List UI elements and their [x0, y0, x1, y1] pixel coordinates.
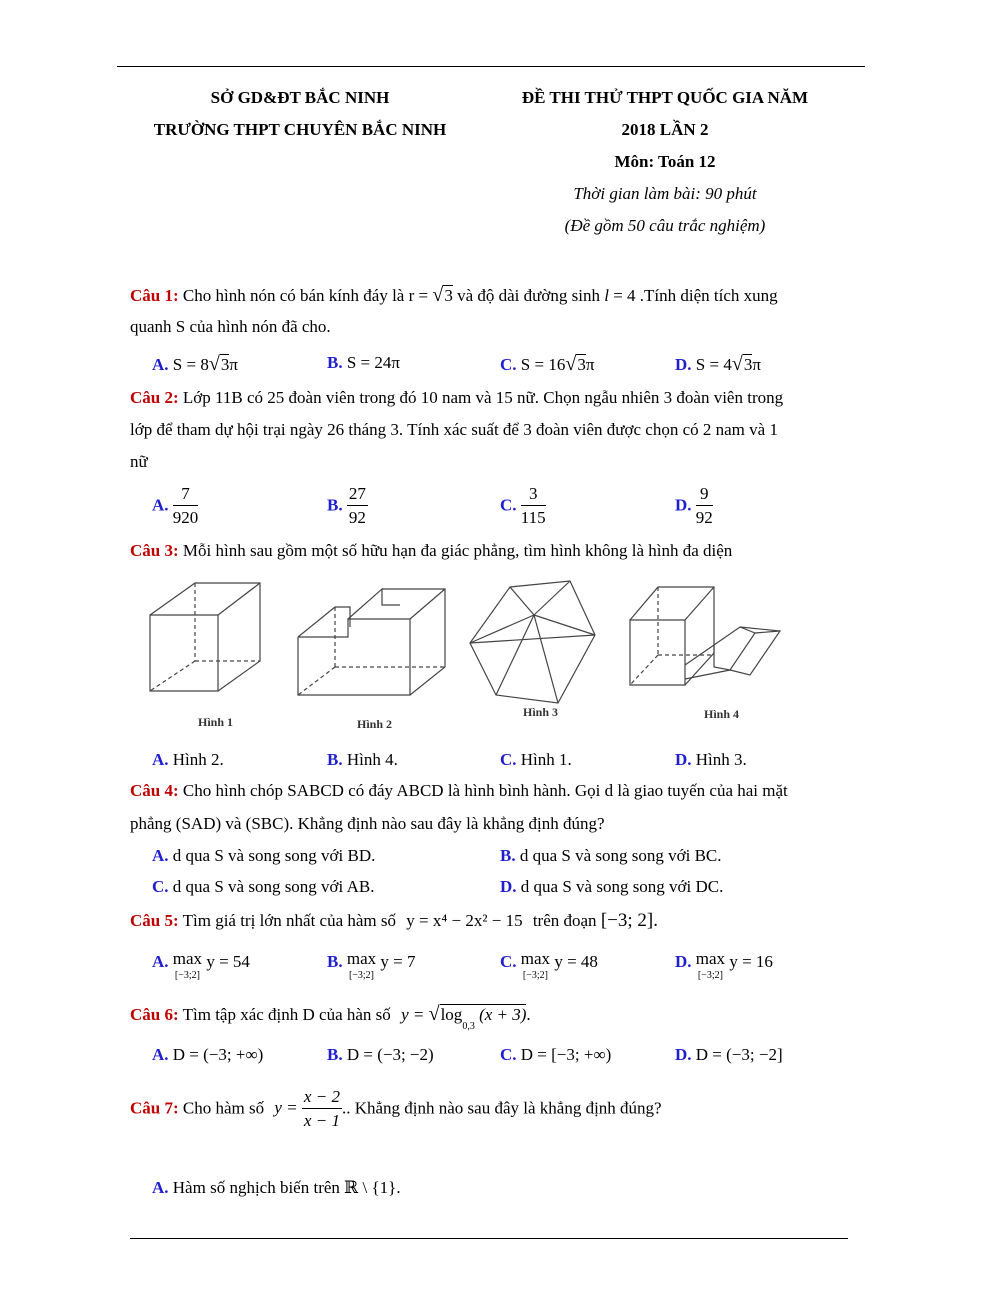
- question-text: Tìm giá trị lớn nhất của hàm số: [182, 911, 397, 930]
- question-text: và độ dài đường sinh: [457, 286, 600, 305]
- question-4: [130, 781, 788, 801]
- figure-1-label: Hình 1: [198, 715, 234, 729]
- question-text-line: nữ: [130, 452, 148, 471]
- bottom-rule: [130, 1238, 848, 1239]
- header-note: (Đề gồm 50 câu trắc nghiệm): [564, 216, 766, 235]
- option-d[interactable]: D. max [−3;2] y = 16: [675, 949, 773, 981]
- option-d[interactable]: D. $\frac{9}{92}$: [675, 484, 713, 527]
- question-text: .Tính diện tích xung: [639, 286, 778, 305]
- question-text: Tìm tập xác định D của hàn số: [182, 1005, 391, 1024]
- header-subject: Môn: Toán 12: [614, 152, 716, 171]
- question-label: Câu 2:: [130, 388, 179, 407]
- option-c[interactable]: C. d qua S và song song với AB.: [152, 877, 375, 896]
- question-label: Câu 6:: [130, 1005, 179, 1024]
- option-a[interactable]: A. max [−3;2] y = 54: [152, 949, 250, 981]
- math-y-eq: y =: [274, 1098, 302, 1118]
- header-time: Thời gian làm bài: 90 phút: [573, 184, 757, 203]
- option-b[interactable]: B. max [−3;2] y = 7: [327, 949, 416, 981]
- option-b[interactable]: B. S = 24π: [327, 353, 400, 372]
- figure-2-block: [298, 589, 445, 695]
- option-c[interactable]: C. max [−3;2] y = 48: [500, 949, 598, 981]
- question-label: Câu 3:: [130, 541, 179, 560]
- question-label: Câu 7:: [130, 1098, 179, 1118]
- math-domain-func: $y = √\log_{0,3}$ (x + 3).: [401, 1003, 531, 1032]
- question-text-line: quanh S của hình nón đã cho.: [130, 317, 331, 336]
- option-c[interactable]: C. S = 16√3π: [500, 353, 595, 375]
- header-school-name: TRƯỜNG THPT CHUYÊN BẮC NINH: [153, 120, 447, 139]
- math-r: r = √3: [408, 284, 453, 306]
- option-a[interactable]: A. $\frac{7}{920}$: [152, 484, 199, 527]
- figure-3-polyhedron: [470, 581, 595, 703]
- question-5: [130, 910, 658, 932]
- math-l: l = 4: [604, 286, 636, 305]
- question-3: [130, 541, 732, 561]
- option-b[interactable]: B. $\frac{27}{92}$: [327, 484, 366, 527]
- figure-4-composite: [630, 587, 780, 685]
- question-label: Câu 4:: [130, 781, 179, 800]
- option-d[interactable]: D. d qua S và song song với DC.: [500, 877, 724, 896]
- option-d[interactable]: D. D = (−3; −2]: [675, 1045, 783, 1064]
- option-a[interactable]: A. Hàm số nghịch biến trên ℝ \ {1}.: [152, 1178, 401, 1197]
- polyhedra-figures: [140, 575, 790, 735]
- header-exam-year: 2018 LẦN 2: [621, 120, 709, 139]
- option-a[interactable]: A. S = 8√3π: [152, 353, 238, 375]
- question-text: Cho hình chóp SABCD có đáy ABCD là hình bình hành. Gọi d là giao tuyến của hai mặt: [182, 781, 788, 800]
- option-d[interactable]: D. S = 4√3π: [675, 353, 761, 375]
- option-a[interactable]: A. D = (−3; +∞): [152, 1045, 264, 1064]
- header-exam-title: ĐỀ THI THỬ THPT QUỐC GIA NĂM: [521, 88, 809, 107]
- option-b[interactable]: B. Hình 4.: [327, 750, 398, 769]
- option-c[interactable]: C. D = [−3; +∞): [500, 1045, 612, 1064]
- question-text-line: phẳng (SAD) và (SBC). Khẳng định nào sau đây là khẳng định đúng?: [130, 814, 605, 833]
- question-text: .. Khẳng định nào sau đây là khẳng định đúng?: [341, 1098, 662, 1118]
- math-fraction: $\frac{x - 2}{x - 1}$: [303, 1087, 340, 1130]
- option-b[interactable]: B. d qua S và song song với BC.: [500, 846, 722, 865]
- question-label: Câu 1:: [130, 286, 179, 305]
- option-a[interactable]: A. d qua S và song song với BD.: [152, 846, 376, 865]
- option-a[interactable]: A. Hình 2.: [152, 750, 224, 769]
- question-text: Mỗi hình sau gồm một số hữu hạn đa giác phẳng, tìm hình không là hình đa diện: [182, 541, 733, 560]
- figure-4-label: Hình 4: [704, 707, 740, 721]
- question-text: Cho hình nón có bán kính đáy là: [182, 286, 405, 305]
- question-label: Câu 5:: [130, 911, 179, 930]
- figure-1-cube: [150, 583, 260, 691]
- header-school-dept: SỞ GD&ĐT BẮC NINH: [210, 88, 390, 107]
- option-b[interactable]: B. D = (−3; −2): [327, 1045, 434, 1064]
- option-c[interactable]: C. $\frac{3}{115}$: [500, 484, 546, 527]
- option-d[interactable]: D. Hình 3.: [675, 750, 747, 769]
- math-interval: [−3; 2].: [600, 910, 658, 931]
- question-2: [130, 388, 783, 408]
- question-text: Cho hàm số: [182, 1098, 265, 1118]
- question-text: Lớp 11B có 25 đoàn viên trong đó 10 nam và 15 nữ. Chọn ngẫu nhiên 3 đoàn viên trong: [182, 388, 784, 407]
- figure-3-label: Hình 3: [523, 705, 559, 719]
- question-1: [130, 284, 778, 307]
- option-c[interactable]: C. Hình 1.: [500, 750, 572, 769]
- figure-2-label: Hình 2: [357, 717, 393, 731]
- question-text-line: lớp để tham dự hội trại ngày 26 tháng 3. Tính xác suất để 3 đoàn viên được chọn có 2 nam và 1: [130, 420, 778, 439]
- top-rule: [117, 66, 865, 67]
- math-function: y = x⁴ − 2x² − 15: [406, 911, 523, 930]
- question-text: trên đoạn: [532, 911, 597, 930]
- question-6: [130, 1003, 531, 1032]
- question-7: [130, 1086, 662, 1133]
